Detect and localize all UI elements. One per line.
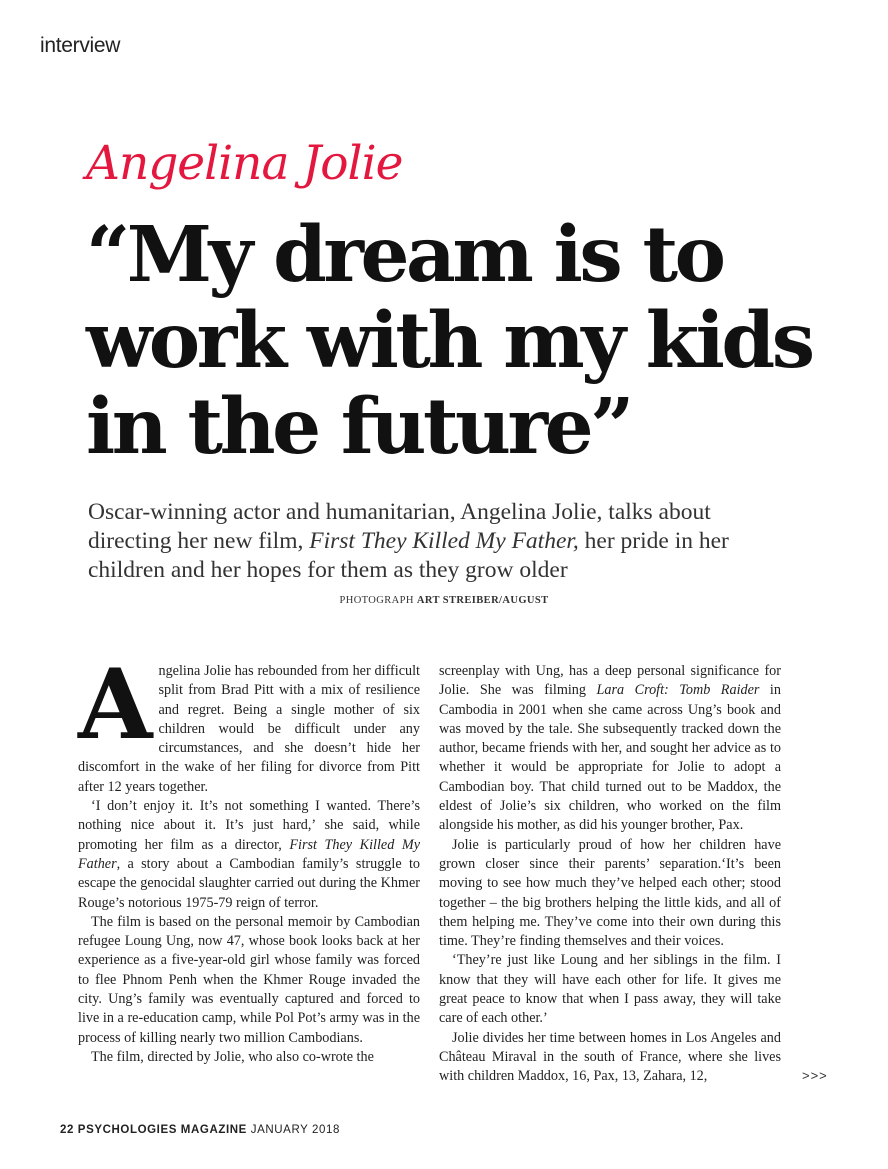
page-number: 22 [60,1124,74,1136]
article-column-right [439,662,781,1087]
paragraph: The film, directed by Jolie, who also co-wrote the [91,1048,374,1065]
interviewee-name: Angelina Jolie [86,136,403,191]
photo-credit [0,595,888,606]
paragraph: Jolie is particularly proud of how her children have grown closer since their parents’ separation.‘It’s been moving to see how much they’ve helped each other; stood together – the big brothers helping the little kids, and all of them helping me. They’ve come into their own during this time. They’re finding themselves and their voices. [439,836,781,950]
photo-credit-name: ART STREIBER/AUGUST [416,595,549,606]
headline: “My dream is to work with my kids in the future” [86,210,812,472]
paragraph-text: ngelina Jolie has rebounded from her difficult split from Brad Pitt with a mix of resilience and regret. Being a single mother of six children would be difficult under any circumstances, and she doesn’t hide her discomfort in the wake of her filing for divorce from Pitt after 12 years together. [78,663,420,795]
paragraph-text: screenplay with Ung, has a deep personal significance for Jolie. She was filming [439,663,781,699]
page-footer [60,1124,340,1136]
paragraph-text: ‘I don’t enjoy it. It’s not something I wanted. There’s nothing nice about it. It’s just hard,’ she said, while promoting her film as a director, [78,798,420,853]
standfirst-film-title: First They Killed My Father, [309,528,579,554]
paragraph: The film is based on the personal memoir by Cambodian refugee Loung Ung, now 47, whose book looks back at her experience as a five-year-old girl whose family was forced to flee Phnom Penh when the Khmer Rouge invaded the city. Ung’s family was eventually captured and forced to live in a re-education camp, while Pol Pot’s army was in the process of killing nearly two million Cambodians. [78,913,420,1046]
film-title: Lara Croft: Tomb Raider [596,682,760,699]
drop-cap: A [78,648,153,761]
paragraph: ‘They’re just like Loung and her siblings in the film. I know that they will have each other for life. It gives me great peace to know that when I pass away, they will take care of each other.’ [439,952,781,1027]
magazine-name: PSYCHOLOGIES MAGAZINE [77,1124,247,1136]
film-title: First They Killed My Father [78,836,420,872]
paragraph [78,797,420,913]
paragraph-text: in Cambodia in 2001 when she came across Ung’s book and was moved by the tale. She subsequently tracked down the author, became friends with her, and sought her advice as to whether it would be appropriate for Jolie to adopt a Cambodian boy. That child turned out to be Maddox, the eldest of Jolie’s six children, who worked on the film alongside his mother, as did his younger brother, Pax. [439,682,781,834]
issue-date: JANUARY 2018 [250,1124,340,1136]
paragraph [439,662,781,836]
section-label: interview [40,34,121,57]
standfirst [88,498,788,585]
paragraph: Jolie divides her time between homes in Los Angeles and Château Miraval in the south of France, where she lives with children Maddox, 16, Pax, 13, Zahara, 12, [439,1029,781,1085]
paragraph-text: , a story about a Cambodian family’s struggle to escape the genocidal slaughter carried out during the Khmer Rouge’s notorious 1975-79 reign of terror. [78,855,420,911]
paragraph [78,648,420,797]
standfirst-text: Oscar-winning actor and humanitarian, Angelina Jolie, talks about directing her new film, [88,499,711,554]
photo-credit-label: PHOTOGRAPH [339,595,414,606]
standfirst-text-end: her pride in her children and her hopes for them as they grow older [88,528,729,583]
article-column-left [78,648,420,1067]
continue-arrows-icon: >>> [802,1068,828,1083]
